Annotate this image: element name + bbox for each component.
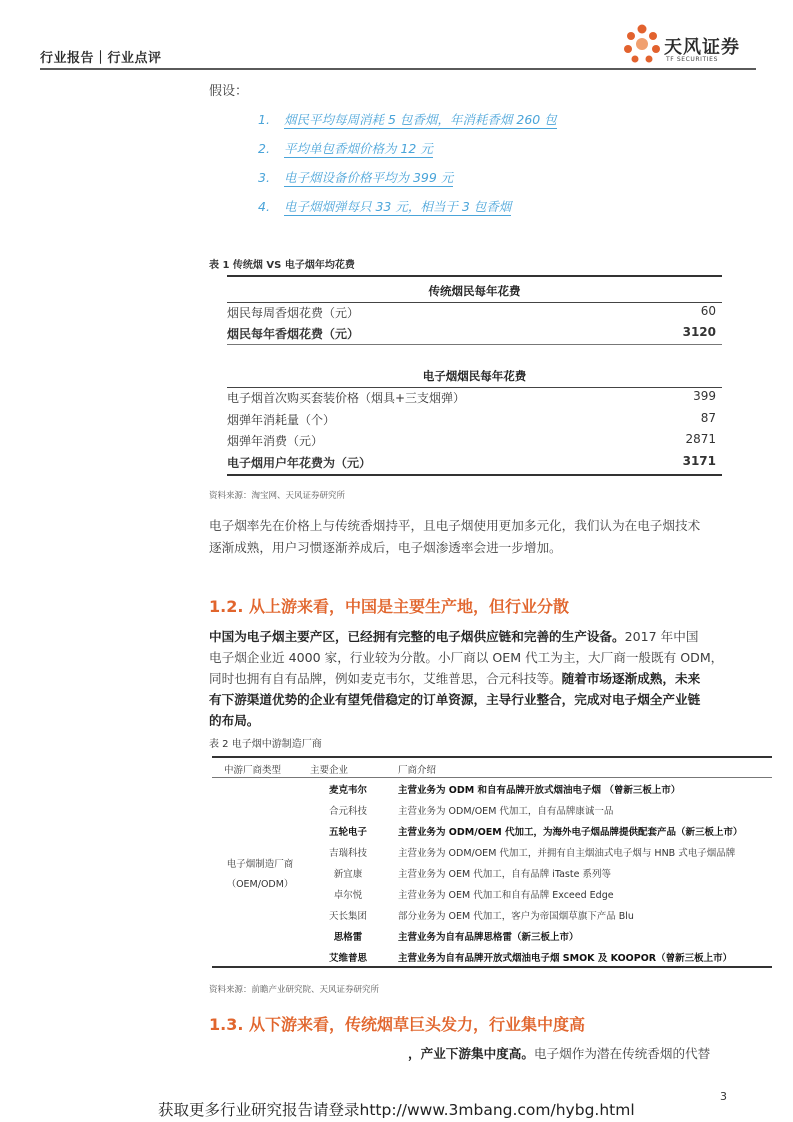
table1-section2-title: 电子烟烟民每年花费: [227, 368, 722, 388]
table-row: 烟民每周香烟花费（元） 60: [227, 304, 716, 320]
table1-top-rule: [227, 275, 722, 277]
table2-top-rule: [212, 756, 772, 758]
table1-section1-title: 传统烟民每年花费: [227, 283, 722, 303]
table-row: 天长集团 部分业务为 OEM 代加工，客户为帝国烟草旗下产品 Blu: [328, 911, 634, 922]
table1-section1-body: [227, 304, 722, 354]
table2-source: 资料来源：前瞻产业研究院、天风证券研究所: [209, 985, 380, 995]
table-row: 吉瑞科技 主营业务为 ODM/OEM 代加工，并拥有自主烟油式电子烟与 HNB 式电子烟品牌: [328, 848, 736, 859]
paragraph-downstream: ，产业下游集中度高。电子烟作为潜在传统香烟的代替: [408, 1046, 711, 1061]
table2-bottom-rule: [212, 966, 772, 968]
table1-source: 资料来源：淘宝网、天风证券研究所: [209, 491, 346, 501]
table-row: 麦克韦尔 主营业务为 ODM 和自有品牌开放式烟油电子烟 （曾新三板上市）: [328, 785, 681, 796]
table2-header-rule: [212, 777, 772, 778]
table-row: 新宜康 主营业务为 OEM 代加工，自有品牌 iTaste 系列等: [333, 869, 611, 880]
table-row: 思格雷 主营业务为自有品牌思格雷（新三板上市）: [333, 932, 579, 943]
table-row: 烟弹年消费（元） 2871: [227, 432, 716, 448]
paragraph-price-parity: 电子烟率先在价格上与传统香烟持平，且电子烟使用更加多元化，我们认为在电子烟技术 逐渐成熟，用户习惯逐渐养成后，电子烟渗透率会进一步增加。: [209, 518, 701, 555]
table2-body: [212, 780, 772, 966]
table2-category: 电子烟制造厂商 （OEM/ODM）: [226, 859, 294, 890]
paragraph-upstream: 中国为电子烟主要产区，已经拥有完整的电子烟供应链和完善的生产设备。2017 年中国 电子烟企业近 4000 家，行业较为分散。小厂商以 OEM 代工为主，大厂商一般既有 ODM， 同时也拥有自有品牌，例如麦克韦尔，艾维普思，合元科技等。随着市场逐渐成熟，未来 有下游渠道优势的企业有望凭借稳定的订单资源，主导行业整合，完成对电子烟全产业链 的布局。: [209, 629, 724, 728]
logo-chinese-name: 天风证券: [664, 37, 740, 58]
assumption-item[interactable]: 3. 电子烟设备价格平均为 399 元: [258, 170, 454, 185]
table-row: 烟弹年消耗量（个） 87: [227, 411, 716, 427]
table-row: 电子烟用户年花费为（元） 3171: [227, 454, 716, 470]
header-rule: [40, 68, 756, 70]
assumption-item[interactable]: 2. 平均单包香烟价格为 12 元: [258, 141, 433, 156]
table-row: 烟民每年香烟花费（元） 3120: [227, 325, 716, 341]
table1-bottom-rule: [227, 474, 722, 476]
table1-caption: 表 1 传统烟 VS 电子烟年均花费: [209, 260, 355, 271]
table1-mid-rule: [227, 344, 722, 345]
logo-english-name: TF SECURITIES: [666, 56, 718, 63]
assumption-item[interactable]: 4. 电子烟烟弹每只 33 元，相当于 3 包香烟: [258, 199, 512, 214]
section-heading-1-3: 1.3. 从下游来看，传统烟草巨头发力，行业集中度高: [209, 1015, 585, 1034]
table2-caption: 表 2 电子烟中游制造厂商: [209, 739, 322, 750]
table2-header-company: 主要企业: [310, 765, 349, 776]
page-number: 3: [720, 1090, 727, 1103]
table-row: 电子烟首次购买套装价格（烟具+三支烟弹） 399: [227, 389, 716, 405]
table2-header-type: 中游厂商类型: [224, 765, 282, 776]
tf-logo-icon: [622, 22, 662, 68]
report-type-title: 行业报告｜行业点评: [40, 51, 162, 66]
assumption-item[interactable]: 1. 烟民平均每周消耗 5 包香烟，年消耗香烟 260 包: [258, 112, 557, 127]
table1-section2-body: [227, 389, 722, 479]
assumptions-label: 假设：: [209, 84, 249, 99]
section-heading-1-2: 1.2. 从上游来看，中国是主要生产地，但行业分散: [209, 597, 569, 616]
table-row: 合元科技 主营业务为 ODM/OEM 代加工，自有品牌康诚一品: [328, 806, 614, 817]
table-row: 卓尔悦 主营业务为 OEM 代加工和自有品牌 Exceed Edge: [333, 890, 614, 901]
table2-header-intro: 厂商介绍: [398, 765, 437, 776]
footer-download-link[interactable]: 获取更多行业研究报告请登录http://www.3mbang.com/hybg.html: [158, 1101, 635, 1119]
table-row: 艾维普思 主营业务为自有品牌开放式烟油电子烟 SMOK 及 KOOPOR（曾新三板上市）: [328, 953, 733, 964]
table-row: 五轮电子 主营业务为 ODM/OEM 代加工，为海外电子烟品牌提供配套产品（新三板上市）: [328, 827, 743, 838]
